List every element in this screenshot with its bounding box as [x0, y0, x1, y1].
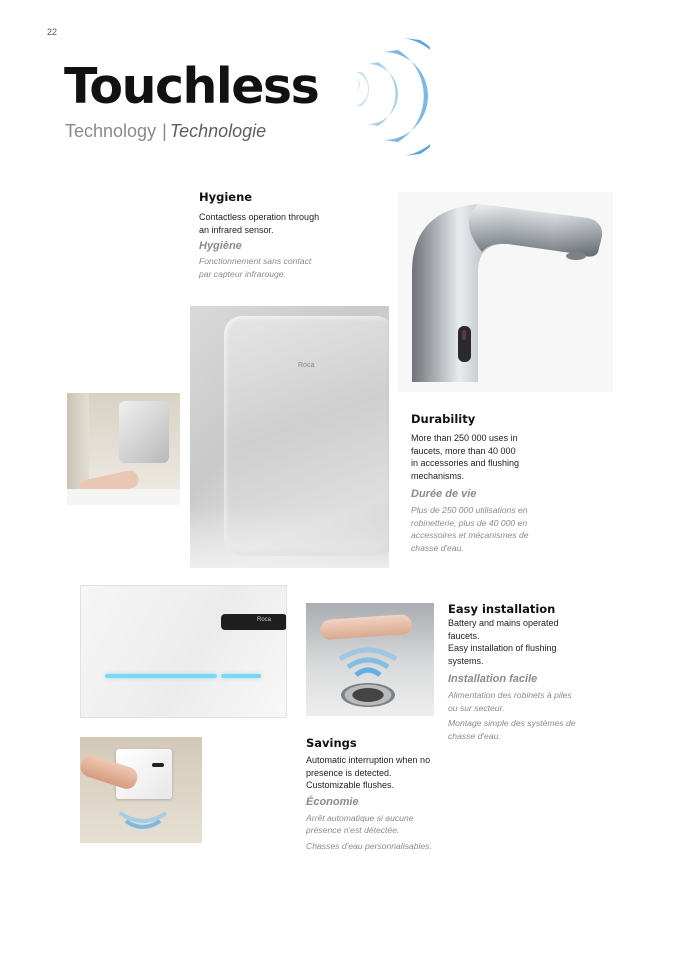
durability-en-line: in accessories and flushing: [411, 458, 520, 468]
flush-logo: Roca: [257, 617, 272, 623]
sensor-waves-icon: [336, 645, 400, 679]
page-number: 22: [47, 27, 58, 37]
hygiene-fr-line: par capteur infrarouge.: [199, 268, 286, 279]
dryer-shadow: [190, 506, 389, 568]
sensor-button: [341, 683, 395, 707]
installation-en-line: Battery and mains operated: [448, 618, 559, 628]
installation-en-line: faucets.: [448, 630, 480, 641]
sensor-button-photo: [306, 603, 434, 716]
savings-fr-line: Arrêt automatique si aucune: [306, 812, 414, 823]
durability-heading: Durability: [411, 412, 476, 426]
savings-en-line: Automatic interruption when no: [306, 755, 431, 765]
hygiene-heading: Hygiene: [199, 190, 253, 204]
durability-en-line: More than 250 000 uses in: [411, 433, 518, 443]
hygiene-section: [199, 190, 389, 280]
savings-fr-line: présence n'est détectée.: [306, 825, 400, 835]
durability-en-line: mechanisms.: [411, 470, 465, 481]
installation-fr-line: Montage simple des systèmes de: [448, 718, 576, 728]
hygiene-en-line: an infrared sensor.: [199, 224, 274, 235]
hand-dryer-small-photo: [67, 393, 180, 505]
savings-heading-fr: Économie: [306, 795, 359, 808]
easy-installation-text-fr-1: [448, 689, 648, 714]
faucet-illustration: [398, 192, 613, 392]
installation-fr-line: Alimentation des robinets à piles: [448, 690, 572, 700]
hygiene-text-en: [199, 211, 389, 236]
savings-heading: Savings: [306, 736, 357, 750]
flush-led-left: [105, 674, 217, 678]
installation-fr-line: ou sur secteur.: [448, 702, 505, 713]
installation-en-line: Easy installation of flushing: [448, 643, 557, 653]
counter-shape: [67, 489, 180, 505]
durability-fr-line: chasse d'eau.: [411, 542, 464, 553]
easy-installation-heading: Easy installation: [448, 602, 556, 616]
dryer-logo: Roca: [298, 362, 315, 369]
easy-installation-heading-fr: Installation facile: [448, 673, 538, 685]
small-dryer-body: [119, 401, 169, 463]
hygiene-fr-line: Fonctionnement sans contact: [199, 256, 312, 266]
page-title: Touchless: [64, 58, 319, 115]
durability-fr-line: accessoires et mécanismes de: [411, 530, 529, 540]
durability-section: [411, 412, 611, 554]
hand-dryer-large-photo: [190, 306, 389, 568]
easy-installation-section: [448, 602, 648, 742]
hygiene-en-line: Contactless operation through: [199, 212, 320, 222]
savings-text-fr-2: [306, 840, 506, 853]
savings-text-en: [306, 754, 506, 792]
durability-text-en: [411, 432, 611, 482]
subtitle-fr: Technologie: [169, 121, 267, 141]
durability-fr-line: robinetterie, plus de 40 000 en: [411, 517, 528, 528]
savings-section: [306, 736, 506, 852]
flush-sensor-bar: [221, 614, 287, 630]
savings-text-fr-1: [306, 812, 506, 837]
savings-fr-line: Chasses d'eau personnalisables.: [306, 840, 432, 851]
durability-heading-fr: Durée de vie: [411, 488, 477, 500]
flush-plate-photo: [80, 585, 287, 718]
faucet-photo: [398, 192, 613, 392]
durability-en-line: faucets, more than 40 000: [411, 445, 516, 456]
installation-fr-line: chasse d'eau.: [448, 730, 501, 741]
hygiene-text-fr: [199, 255, 389, 280]
subtitle-en: Technology: [65, 121, 157, 141]
flush-waves-icon: [118, 807, 168, 837]
wall-flush-photo: [80, 737, 202, 843]
savings-en-line: presence is detected.: [306, 767, 392, 778]
savings-en-line: Customizable flushes.: [306, 780, 395, 790]
durability-fr-line: Plus de 250 000 utilisations en: [411, 505, 528, 515]
installation-en-line: systems.: [448, 655, 484, 666]
hygiene-heading-fr: Hygiène: [199, 240, 242, 252]
page-subtitle: [65, 121, 266, 142]
easy-installation-text-en: [448, 617, 648, 667]
touchless-waves-icon: [350, 36, 430, 158]
hand-over-sensor: [319, 614, 412, 640]
wall-flush-sensor: [152, 763, 164, 767]
flush-led-right: [221, 674, 261, 678]
subtitle-separator: |: [162, 121, 167, 141]
durability-text-fr: [411, 504, 611, 554]
